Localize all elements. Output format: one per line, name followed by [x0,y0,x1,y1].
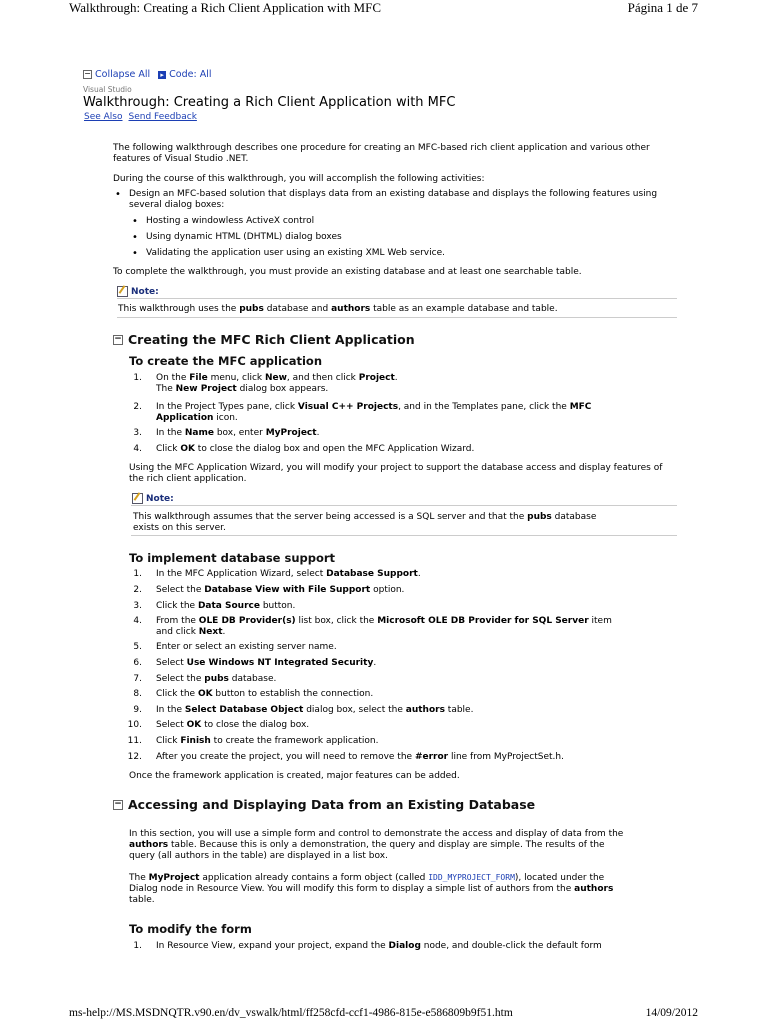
step-number: 6. [133,658,142,668]
note-text: This walkthrough assumes that the server being accessed is a SQL server and that the pubs database exists on this server. [133,512,597,533]
step-number: 12. [127,752,142,762]
collapse-icon: − [84,69,91,78]
note-text: This walkthrough uses the pubs database and authors table as an example database and table. [118,304,558,314]
step-number: 1. [133,941,142,951]
step-text: On the File menu, click New, and then click Project. The New Project dialog box appears. [156,373,398,394]
step-number: 3. [133,428,142,438]
step-number: 11. [127,736,142,746]
step-text: Click the OK button to establish the connection. [156,689,374,699]
step-number: 2. [133,585,142,595]
code-identifier: IDD_MYPROJECT_FORM [428,873,515,882]
step-number: 1. [133,569,142,579]
step-number: 4. [133,616,142,626]
collapse-icon[interactable]: − [114,333,122,344]
section-heading[interactable] [113,797,535,812]
procedure-heading: To create the MFC application [129,354,323,368]
list-item: • Using dynamic HTML (DHTML) dialog boxes [146,232,342,243]
note-label: Note: [146,493,174,504]
step-text: Select the Database View with File Support option. [156,585,405,595]
step-text: In the Project Types pane, click Visual C++ Projects, and in the Templates pane, click the MFC Application icon. [156,402,592,423]
collapse-all-label: Collapse All [95,69,151,80]
doc-toolbar [83,69,212,80]
intro-paragraph-1: The following walkthrough describes one procedure for creating an MFC-based rich client application and various other features of Visual Studio .NET. [113,143,650,164]
procedure-heading: To implement database support [129,551,336,565]
top-links [84,112,197,122]
step-text: Enter or select an existing server name. [156,642,337,652]
collapse-icon[interactable]: − [114,798,122,809]
step-number: 5. [133,642,142,652]
section-heading[interactable] [113,332,415,347]
intro-paragraph-3: To complete the walkthrough, you must provide an existing database and at least one searchable table. [113,267,582,277]
step-text: Select the pubs database. [156,674,277,684]
list-item: • Hosting a windowless ActiveX control [146,216,314,227]
note-divider [131,505,677,506]
brand-label: Visual Studio [83,85,132,94]
print-footer-date: 14/09/2012 [645,1007,698,1019]
page-title: Walkthrough: Creating a Rich Client Application with MFC [83,95,456,110]
procedure-heading: To modify the form [129,922,252,936]
step-number: 4. [133,444,142,454]
list-item: • Design an MFC-based solution that displays data from an existing database and displays the following features using several dialog boxes: [129,189,684,211]
note-heading [117,286,159,297]
section-paragraph: Once the framework application is created, major features can be added. [129,771,460,781]
step-number: 9. [133,705,142,715]
step-text: Select OK to close the dialog box. [156,720,310,730]
step-text: From the OLE DB Provider(s) list box, click the Microsoft OLE DB Provider for SQL Server item and click Next. [156,616,612,637]
step-text: Click the Data Source button. [156,601,296,611]
print-header-page: Página 1 de 7 [627,0,698,15]
send-feedback-link[interactable]: Send Feedback [128,112,197,122]
print-header-title: Walkthrough: Creating a Rich Client Application with MFC [69,0,382,15]
section-title: Accessing and Displaying Data from an Existing Database [128,797,536,812]
code-language-label: Code: All [169,69,212,80]
step-number: 3. [133,601,142,611]
step-text: In the Select Database Object dialog box, select the authors table. [156,705,474,715]
section-paragraph: The MyProject application already contains a form object (called IDD_MYPROJECT_FORM), located under the Dialog node in Resource View. You will modify this form to display a simple list of authors from the authors table. [129,873,614,905]
section-paragraph: Using the MFC Application Wizard, you will modify your project to support the database access and display features of the rich client application. [129,463,663,484]
note-pencil-icon [132,493,143,504]
note-pencil-icon [117,286,128,297]
step-text: Select Use Windows NT Integrated Security. [156,658,377,668]
step-number: 1. [133,373,142,383]
step-number: 2. [133,402,142,412]
step-text: In Resource View, expand your project, expand the Dialog node, and double-click the default form [156,941,602,951]
step-text: In the Name box, enter MyProject. [156,428,320,438]
list-item: • Validating the application user using an existing XML Web service. [146,248,445,259]
section-title: Creating the MFC Rich Client Application [128,332,415,347]
note-divider [117,298,677,299]
see-also-link[interactable]: See Also [84,112,123,122]
note-heading [132,493,174,504]
step-number: 8. [133,689,142,699]
step-text: After you create the project, you will need to remove the #error line from MyProjectSet.h. [156,752,564,762]
note-label: Note: [131,286,159,297]
step-text: Click OK to close the dialog box and open the MFC Application Wizard. [156,444,475,454]
collapse-all-button[interactable] [83,69,150,80]
step-number: 10. [127,720,142,730]
note-divider [131,535,677,536]
step-text: In the MFC Application Wizard, select Database Support. [156,569,421,579]
note-divider [117,317,677,318]
step-number: 7. [133,674,142,684]
code-language-button[interactable] [158,69,211,80]
dropdown-arrow-icon: ▸ [158,71,166,79]
print-footer-url: ms-help://MS.MSDNQTR.v90.en/dv_vswalk/html/ff258cfd-ccf1-4986-815e-e586809b9f51.htm [69,1007,513,1019]
step-text: Click Finish to create the framework application. [156,736,379,746]
section-paragraph: In this section, you will use a simple form and control to demonstrate the access and display of data from the authors table. Because this is only a demonstration, the query and display are simple. The results of the query (all authors in the table) are displayed in a list box. [129,829,624,861]
intro-paragraph-2: During the course of this walkthrough, you will accomplish the following activities: [113,174,485,184]
